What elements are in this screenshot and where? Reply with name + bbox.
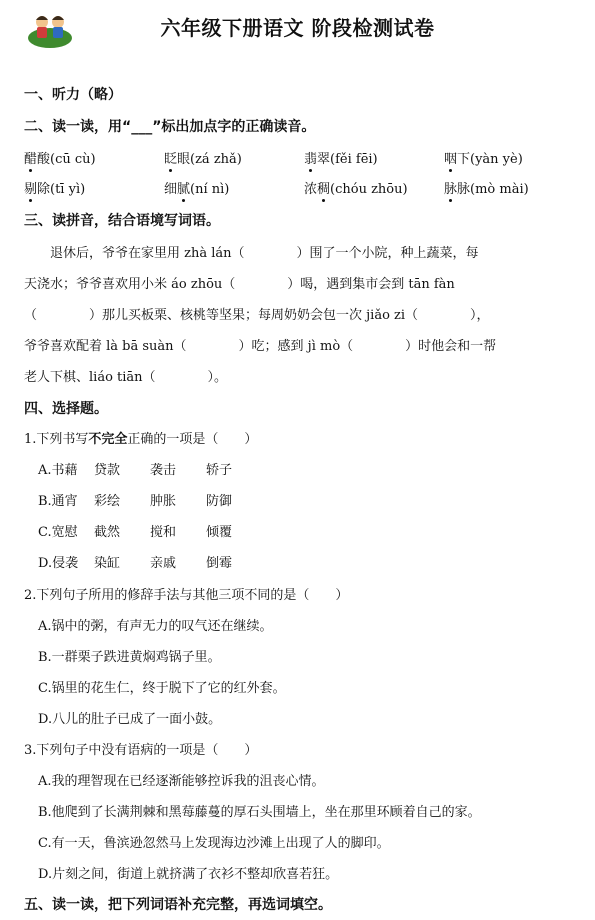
option-word: 肿胀 xyxy=(150,494,177,509)
question-3: 3.下列句子中没有语病的一项是（ ） xyxy=(24,743,258,758)
pinyin-item: 浓稠(chóu zhōu) xyxy=(304,182,408,197)
option-word: 截然 xyxy=(94,525,121,540)
pinyin-item: 眨眼(zá zhǎ) xyxy=(164,152,242,167)
option-d xyxy=(38,552,262,571)
option-word: D.侵袭 xyxy=(38,556,79,571)
option-word: A.书藉 xyxy=(38,463,78,478)
question-1 xyxy=(24,428,257,447)
option-b: B.一群栗子跌进黄焖鸡锅子里。 xyxy=(38,650,221,665)
section-4-heading: 四、选择题。 xyxy=(24,401,108,417)
pinyin-item: 细腻(ní nì) xyxy=(164,182,230,197)
question-1-post: 正确的一项是（ ） xyxy=(127,432,258,447)
paragraph-line: （ ）那儿买板栗、核桃等坚果；每周奶奶会包一次 jiǎo zi（ ）， xyxy=(24,308,490,323)
option-word: 袭击 xyxy=(150,463,177,478)
option-word: 防御 xyxy=(206,494,233,509)
option-word: 搅和 xyxy=(150,525,177,540)
section-2-heading: 二、读一读，用“___”标出加点字的正确读音。 xyxy=(24,119,316,135)
pinyin-row-2 xyxy=(24,178,584,197)
paragraph-line: 天浇水；爷爷喜欢用小米 áo zhōu（ ）喝，遇到集市会到 tān fàn xyxy=(24,277,455,292)
pinyin-item: 咽下(yàn yè) xyxy=(444,152,523,167)
section-5-heading: 五、读一读，把下列词语补充完整，再选词填空。 xyxy=(24,897,332,913)
option-word: 倾覆 xyxy=(206,525,233,540)
pinyin-item: 醋酸(cū cù) xyxy=(24,152,96,167)
option-d: D.八儿的肚子已成了一面小鼓。 xyxy=(38,712,222,727)
section-3-heading: 三、读拼音，结合语境写词语。 xyxy=(24,213,220,229)
option-b: B.他爬到了长满荆棘和黑莓藤蔓的厚石头围墙上，坐在那里环顾着自己的家。 xyxy=(38,805,481,820)
page-title: 六年级下册语文 阶段检测试卷 xyxy=(160,16,435,40)
question-1-emphasis: 不完全 xyxy=(88,432,128,447)
pinyin-row-1 xyxy=(24,148,584,167)
option-word: B.通宵 xyxy=(38,494,78,509)
option-word: 彩绘 xyxy=(94,494,121,509)
section-1-heading: 一、听力（略） xyxy=(24,87,122,103)
option-c: C.有一天，鲁滨逊忽然马上发现海边沙滩上出现了人的脚印。 xyxy=(38,836,390,851)
pinyin-item: 剔除(tī yì) xyxy=(24,182,86,197)
paragraph-line: 爷爷喜欢配着 là bā suàn（ ）吃；感到 jì mò（ ）时他会和一帮 xyxy=(24,339,497,354)
option-word: 贷款 xyxy=(94,463,121,478)
paragraph-line: 老人下棋、liáo tiān（ ）。 xyxy=(24,370,228,385)
option-c xyxy=(38,521,262,540)
option-d: D.片刻之间，街道上就挤满了衣衫不整却欣喜若狂。 xyxy=(38,867,339,882)
question-2: 2.下列句子所用的修辞手法与其他三项不同的是（ ） xyxy=(24,588,349,603)
option-word: C.宽慰 xyxy=(38,525,78,540)
pinyin-item: 脉脉(mò mài) xyxy=(444,182,529,197)
option-a: A.锅中的粥，有声无力的叹气还在继续。 xyxy=(38,619,273,634)
option-word: 轿子 xyxy=(206,463,233,478)
option-word: 倒霉 xyxy=(206,556,233,571)
pinyin-item: 翡翠(fěi fēi) xyxy=(304,152,378,167)
option-c: C.锅里的花生仁，终于脱下了它的红外套。 xyxy=(38,681,286,696)
option-a xyxy=(38,459,262,478)
paragraph-line: 退休后，爷爷在家里用 zhà lán（ ）围了一个小院，种上蔬菜，每 xyxy=(24,246,479,261)
option-a: A.我的理智现在已经逐渐能够控诉我的沮丧心情。 xyxy=(38,774,325,789)
question-1-pre: 1.下列书写 xyxy=(24,432,89,447)
option-word: 染缸 xyxy=(94,556,121,571)
option-word: 亲戚 xyxy=(150,556,177,571)
option-b xyxy=(38,490,262,509)
